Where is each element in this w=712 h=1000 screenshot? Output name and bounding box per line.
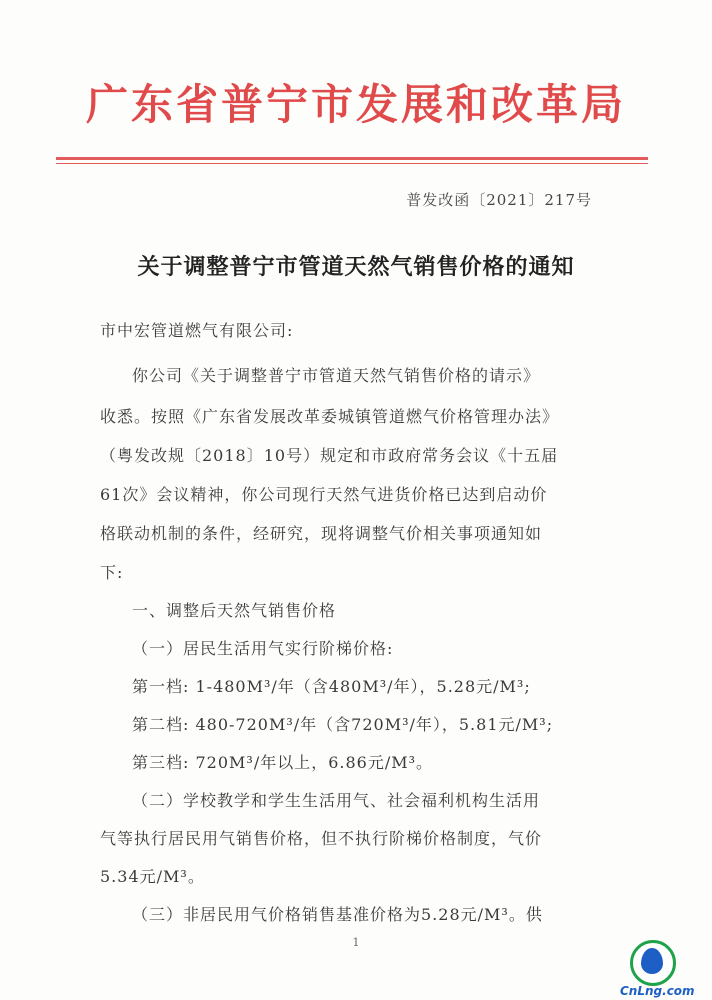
- section-heading: 一、调整后天然气销售价格: [132, 601, 337, 620]
- body-line: （三）非居民用气价格销售基准价格为5.28元/M³。供: [132, 905, 543, 924]
- body-line: 下:: [100, 563, 124, 582]
- body-line: 收悉。按照《广东省发展改革委城镇管道燃气价格管理办法》: [100, 407, 560, 426]
- subsection-heading: （一）居民生活用气实行阶梯价格:: [132, 639, 394, 658]
- body-line: 5.34元/M³。: [100, 867, 205, 886]
- letterhead-rule-thin: [56, 163, 648, 164]
- body-line: （粤发改规〔2018〕10号）规定和市政府常务会议《十五届: [100, 446, 559, 465]
- body-line: 你公司《关于调整普宁市管道天然气销售价格的请示》: [132, 366, 541, 385]
- watermark-droplet-icon: [641, 948, 663, 974]
- body-line: 格联动机制的条件，经研究，现将调整气价相关事项通知如: [100, 524, 543, 543]
- price-tier-line: 第三档: 720M³/年以上，6.86元/M³。: [132, 753, 434, 772]
- price-tier-line: 第一档: 1-480M³/年（含480M³/年），5.28元/M³;: [132, 677, 531, 696]
- addressee-line: 市中宏管道燃气有限公司:: [100, 321, 294, 340]
- body-line: 气等执行居民用气销售价格，但不执行阶梯价格制度，气价: [100, 829, 543, 848]
- document-title: 关于调整普宁市管道天然气销售价格的通知: [137, 255, 575, 280]
- body-line: 61次》会议精神，你公司现行天然气进货价格已达到启动价: [100, 485, 548, 504]
- document-number: 普发改函〔2021〕217号: [406, 191, 592, 209]
- page-number: 1: [352, 936, 360, 949]
- letterhead-org-name: 广东省普宁市发展和改革局: [85, 80, 626, 129]
- letterhead-rule-thick: [56, 157, 648, 160]
- price-tier-line: 第二档: 480-720M³/年（含720M³/年），5.81元/M³;: [132, 715, 554, 734]
- watermark-text: CnLng.com: [620, 984, 695, 998]
- body-line: （二）学校教学和学生生活用气、社会福利机构生活用: [132, 791, 541, 810]
- watermark-logo: [580, 938, 710, 1000]
